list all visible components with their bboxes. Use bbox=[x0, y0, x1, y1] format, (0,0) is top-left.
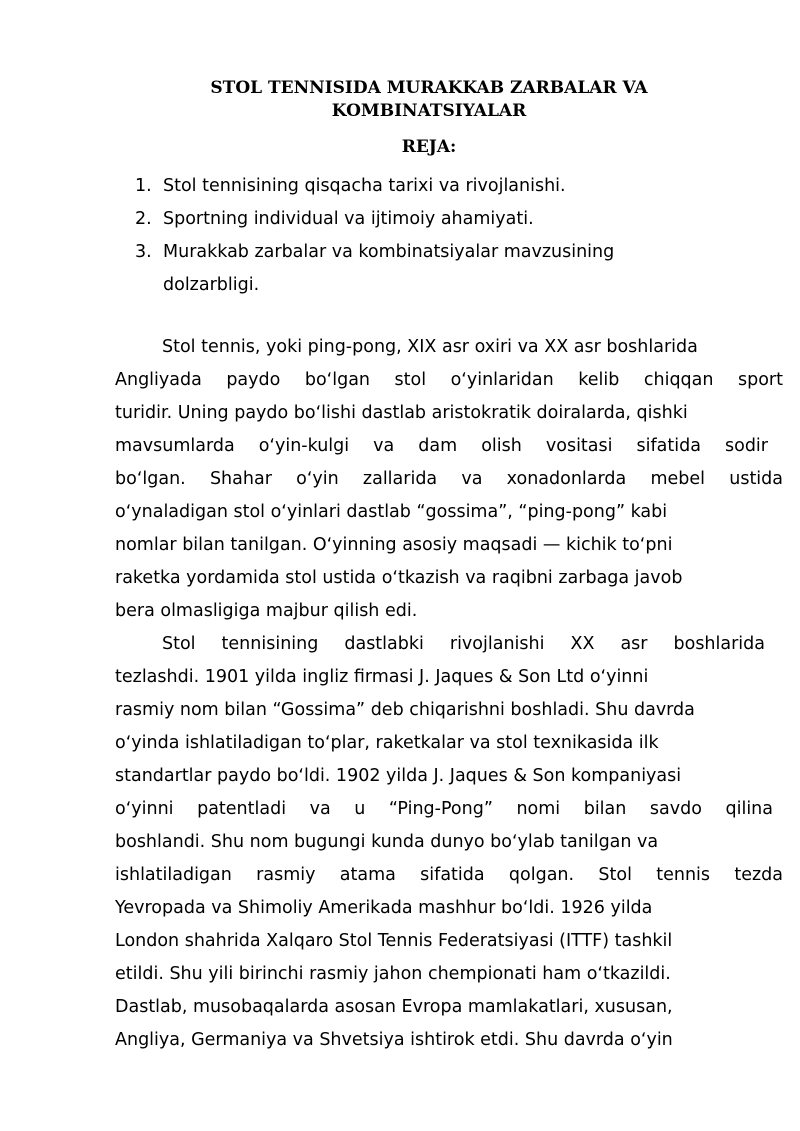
body-line: Yevropada va Shimoliy Amerikada mashhur boʻldi. 1926 yilda bbox=[115, 898, 653, 918]
plan-item-continuation bbox=[135, 269, 695, 302]
body-line: turidir. Uning paydo boʻlishi dastlab aristokratik doiralarda, qishki bbox=[115, 403, 688, 423]
plan-heading: REJA: bbox=[401, 137, 457, 157]
plan-item-text: dolzarbligi. bbox=[163, 275, 260, 295]
plan-item-number: 2. bbox=[135, 209, 152, 229]
plan-item-text: Murakkab zarbalar va kombinatsiyalar mavzusining bbox=[163, 242, 615, 262]
body-line: raketka yordamida stol ustida oʻtkazish va raqibni zarbaga javob bbox=[115, 568, 683, 588]
body-line: bera olmasligiga majbur qilish edi. bbox=[115, 601, 418, 621]
body-line: Angliya, Germaniya va Shvetsiya ishtirok etdi. Shu davrda oʻyin bbox=[115, 1030, 673, 1050]
body-line: Stol tennis, yoki ping-pong, XIX asr oxiri va XX asr boshlarida bbox=[162, 337, 698, 357]
body-line: oʻyinda ishlatiladigan toʻplar, raketkalar va stol texnikasida ilk bbox=[115, 733, 659, 753]
body-line: Dastlab, musobaqalarda asosan Evropa mamlakatlari, xususan, bbox=[115, 997, 673, 1017]
plan-item-number: 3. bbox=[135, 242, 152, 262]
body-line: oʻynaladigan stol oʻyinlari dastlab “gossima”, “ping-pong” kabi bbox=[115, 502, 668, 522]
plan-item bbox=[135, 203, 695, 236]
body-line: rasmiy nom bilan “Gossima” deb chiqarishni boshladi. Shu davrda bbox=[115, 700, 695, 720]
body-line: nomlar bilan tanilgan. Oʻyinning asosiy maqsadi — kichik toʻpni bbox=[115, 535, 673, 555]
plan-item bbox=[135, 236, 695, 269]
body-line: boʻlgan. Shahar oʻyin zallarida va xonadonlarda mebel ustida bbox=[115, 469, 783, 489]
plan-list bbox=[135, 170, 695, 302]
body-line: tezlashdi. 1901 yilda ingliz firmasi J. Jaques & Son Ltd oʻyinni bbox=[115, 667, 649, 687]
plan-item-text: Sportning individual va ijtimoiy ahamiyati. bbox=[163, 209, 534, 229]
body-line: Stol tennisining dastlabki rivojlanishi XX asr boshlarida bbox=[162, 634, 765, 654]
plan-item bbox=[135, 170, 695, 203]
document-title-line-2: KOMBINATSIYALAR bbox=[331, 101, 527, 121]
plan-item-text: Stol tennisining qisqacha tarixi va rivojlanishi. bbox=[163, 176, 566, 196]
body-line: oʻyinni patentladi va u “Ping-Pong” nomi bilan savdo qilina bbox=[115, 799, 773, 819]
body-line: London shahrida Xalqaro Stol Tennis Federatsiyasi (ITTF) tashkil bbox=[115, 931, 673, 951]
body-line: boshlandi. Shu nom bugungi kunda dunyo boʻylab tanilgan va bbox=[115, 832, 659, 852]
body-line: etildi. Shu yili birinchi rasmiy jahon chempionati ham oʻtkazildi. bbox=[115, 964, 671, 984]
body-line: standartlar paydo boʻldi. 1902 yilda J. Jaques & Son kompaniyasi bbox=[115, 766, 682, 786]
plan-item-number: 1. bbox=[135, 176, 152, 196]
body-line: mavsumlarda oʻyin-kulgi va dam olish vositasi sifatida sodir bbox=[115, 436, 768, 456]
body-line: ishlatiladigan rasmiy atama sifatida qolgan. Stol tennis tezda bbox=[115, 865, 783, 885]
body-line: Angliyada paydo boʻlgan stol oʻyinlaridan kelib chiqqan sport bbox=[115, 370, 783, 390]
document-title-line-1: STOL TENNISIDA MURAKKAB ZARBALAR VA bbox=[210, 78, 648, 98]
